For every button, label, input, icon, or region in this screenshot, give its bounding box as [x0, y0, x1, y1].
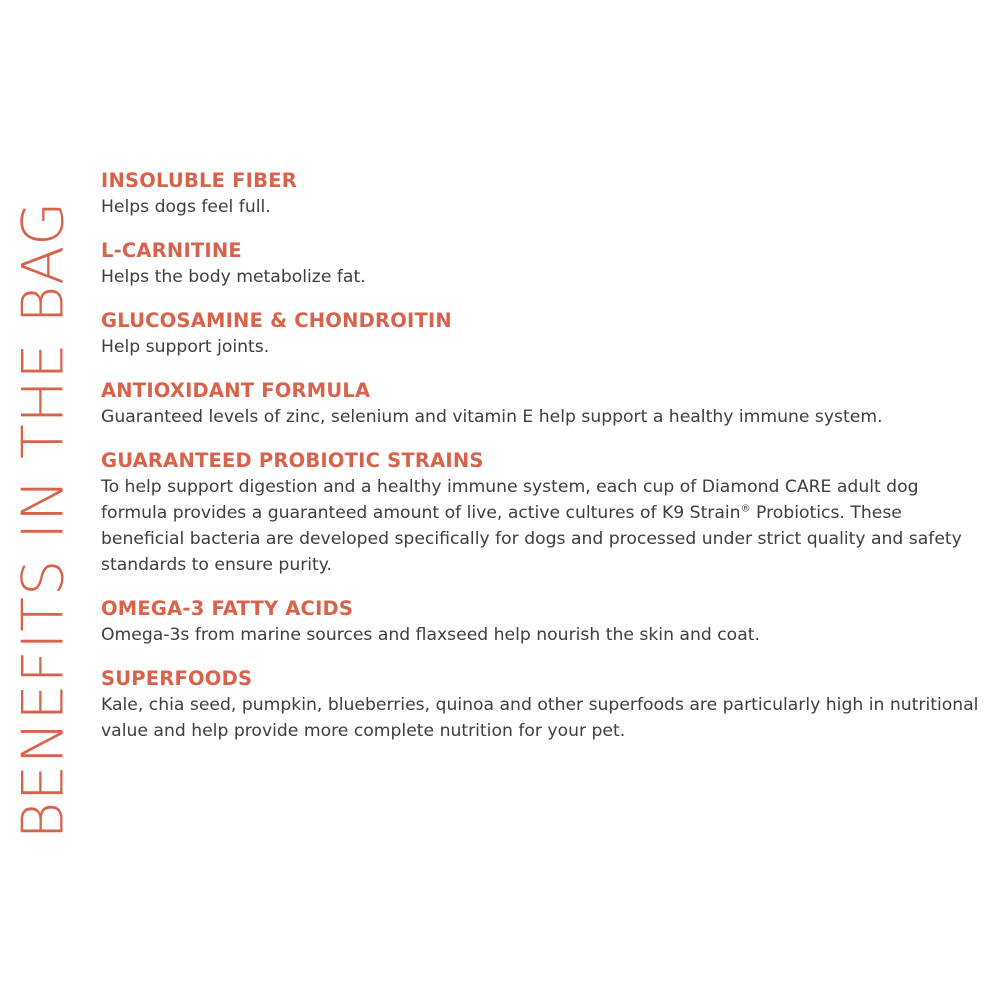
benefit-description: Guaranteed levels of zinc, selenium and vitamin E help support a healthy immune system.: [101, 407, 883, 427]
description-part: To help support digestion and a healthy immune system, each cup of Diamond CARE adult dog formula provides a guaranteed amount of live, active cultures of K9 Strain: [101, 477, 919, 523]
benefit-title: SUPERFOODS: [101, 667, 253, 690]
benefit-title: GUARANTEED PROBIOTIC STRAINS: [101, 449, 484, 472]
benefit-l-carnitine: [101, 238, 981, 290]
benefit-description: Kale, chia seed, pumpkin, blueberries, quinoa and other superfoods are particularly high in nutritional value and help provide more complete nutrition for your pet.: [101, 695, 979, 741]
benefit-title: OMEGA-3 FATTY ACIDS: [101, 597, 354, 620]
benefit-description: Helps dogs feel full.: [101, 197, 271, 217]
benefit-description: Help support joints.: [101, 337, 270, 357]
benefit-title: L-CARNITINE: [101, 239, 242, 262]
benefit-omega-3: [101, 596, 981, 648]
registered-mark: ®: [740, 503, 751, 515]
benefit-superfoods: [101, 666, 981, 744]
benefit-probiotic-strains: [101, 448, 981, 578]
benefit-description: Omega-3s from marine sources and flaxseed help nourish the skin and coat.: [101, 625, 760, 645]
benefits-list: [101, 168, 981, 762]
benefit-description: Helps the body metabolize fat.: [101, 267, 366, 287]
benefit-title: GLUCOSAMINE & CHONDROITIN: [101, 309, 452, 332]
benefit-glucosamine-chondroitin: [101, 308, 981, 360]
benefit-description: [101, 474, 981, 578]
benefit-title: INSOLUBLE FIBER: [101, 169, 297, 192]
description-part: Probiotics. These beneficial bacteria are developed specifically for dogs and processed under strict quality and safety standards to ensure purity.: [101, 503, 962, 575]
benefit-insoluble-fiber: [101, 168, 981, 220]
benefit-title: ANTIOXIDANT FORMULA: [101, 379, 371, 402]
vertical-heading: BENEFITS IN THE BAG: [10, 200, 77, 840]
benefit-antioxidant-formula: [101, 378, 981, 430]
